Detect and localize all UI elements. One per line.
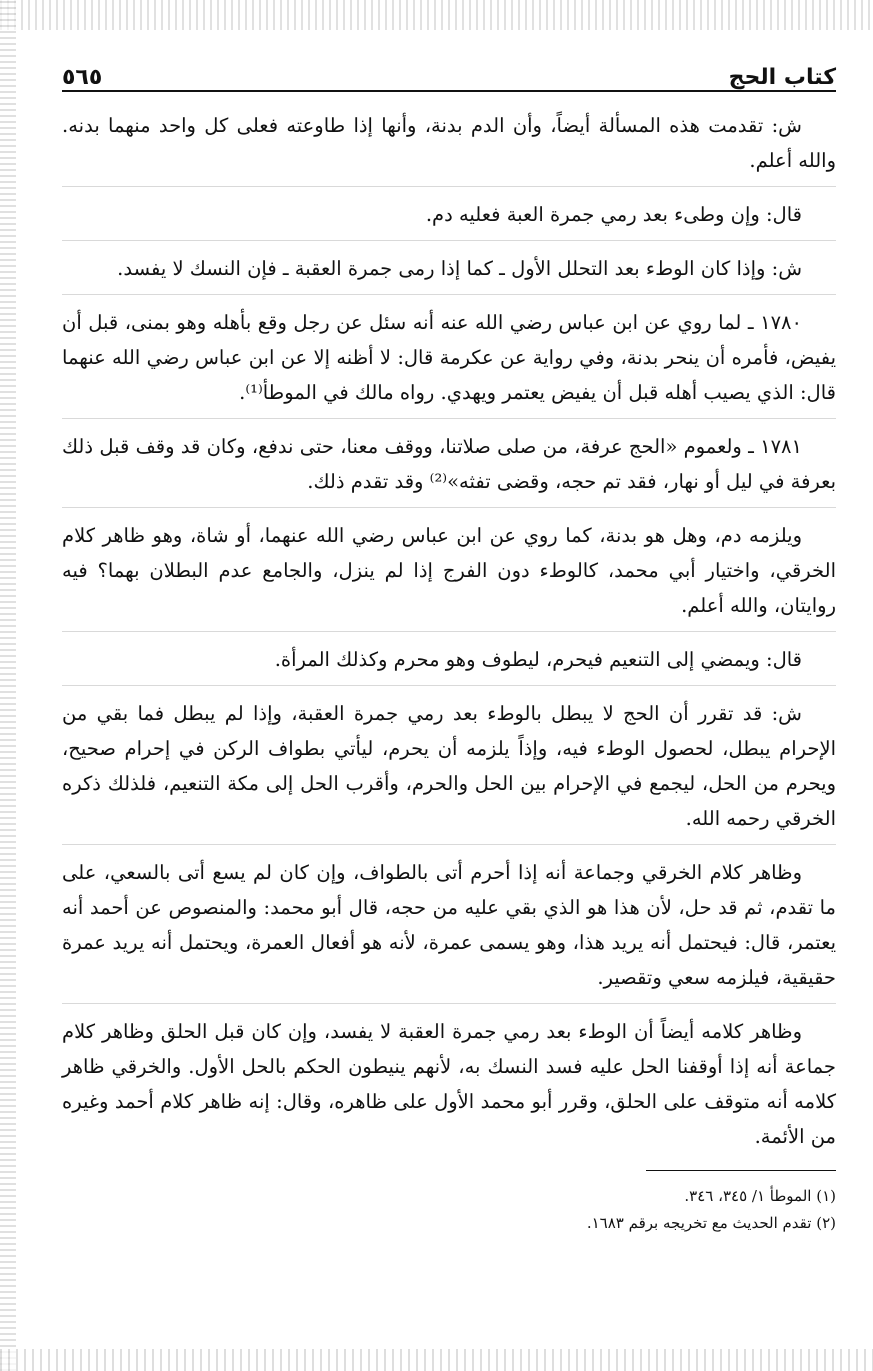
footnote: (٢) تقدم الحديث مع تخريجه برقم ١٦٨٣. — [586, 1214, 836, 1232]
scan-border-left — [0, 0, 16, 1371]
paragraph: قال: وإن وطىء بعد رمي جمرة العبة فعليه دم. — [62, 197, 836, 241]
scan-border-bottom — [0, 1349, 873, 1371]
footnote: (١) الموطأ ١/ ٣٤٥، ٣٤٦. — [684, 1187, 836, 1205]
paragraph: ش: تقدمت هذه المسألة أيضاً، وأن الدم بدنة، وأنها إذا طاوعته فعلى كل واحد منهما بدنه. والله أعلم. — [62, 108, 836, 187]
paragraph: ش: قد تقرر أن الحج لا يبطل بالوطء بعد رمي جمرة العقبة، وإذا لم يبطل فما بقي من الإحرام يبطل، لحصول الوطء فيه، وإذاً يلزمه أن يحرم، ليأتي بطواف الركن في إحرام صحيح، ويحرم من الحل، ليجمع في الإحرام بين الحل والحرم، وأقرب الحل إلى مكة التنعيم، فلذلك ذكره الخرقي رحمه الله. — [62, 696, 836, 845]
scan-border-top — [0, 0, 873, 30]
paragraph: قال: ويمضي إلى التنعيم فيحرم، ليطوف وهو محرم وكذلك المرأة. — [62, 642, 836, 686]
paragraph: ويلزمه دم، وهل هو بدنة، كما روي عن ابن عباس رضي الله عنهما، أو شاة، وهو ظاهر كلام الخرقي، واختيار أبي محمد، كالوطء دون الفرج إذا لم ينزل، والجامع عدم البطلان بهما؟ فيه روايتان، والله أعلم. — [62, 518, 836, 632]
paragraph: ١٧٨١ ـ ولعموم «الحج عرفة، من صلى صلاتنا، ووقف معنا، حتى ندفع، وكان قد وقف قبل ذلك بعرفة في ليل أو نهار، فقد تم حجه، وقضى تفثه»⁽²⁾ وقد تقدم ذلك. — [62, 429, 836, 508]
footnotes — [62, 1170, 836, 1237]
page-number: ٥٦٥ — [62, 65, 103, 90]
running-title: كتاب الحج — [728, 65, 836, 90]
paragraph: وظاهر كلام الخرقي وجماعة أنه إذا أحرم أتى بالطواف، وإن كان لم يسع أتى بالسعي، على ما تقدم، ثم قد حل، لأن هذا هو الذي بقي عليه من حجه، قال أبو محمد: والمنصوص عن أحمد أنه يعتمر، قال: فيحتمل أنه يريد هذا، وهو يسمى عمرة، لأنه هو أفعال العمرة، ويحتمل أنه يريد عمرة حقيقية، فيلزمه سعي وتقصير. — [62, 855, 836, 1004]
paragraph: ١٧٨٠ ـ لما روي عن ابن عباس رضي الله عنه أنه سئل عن رجل وقع بأهله وهو بمنى، قبل أن يفيض، فأمره أن ينحر بدنة، وفي رواية عن عكرمة قال: لا أظنه إلا عن ابن عباس رضي الله عنهما قال: الذي يصيب أهله قبل أن يفيض يعتمر ويهدي. رواه مالك في الموطأ⁽¹⁾. — [62, 305, 836, 419]
body-text — [62, 108, 836, 1154]
footnote-rule — [646, 1170, 836, 1171]
book-page — [62, 50, 836, 1237]
paragraph: ش: وإذا كان الوطء بعد التحلل الأول ـ كما إذا رمى جمرة العقبة ـ فإن النسك لا يفسد. — [62, 251, 836, 295]
paragraph: وظاهر كلامه أيضاً أن الوطء بعد رمي جمرة العقبة لا يفسد، وإن كان قبل الحلق وظاهر كلام جماعة أنه إذا أوقفنا الحل عليه فسد النسك به، لأنهم ينيطون الحكم بالحل الأول. والخرقي ظاهر كلامه أنه متوقف على الحلق، وقرر أبو محمد الأول على ظاهره، وقال: إنه ظاهر كلام أحمد وغيره من الأئمة. — [62, 1020, 836, 1148]
page-header — [62, 50, 836, 92]
